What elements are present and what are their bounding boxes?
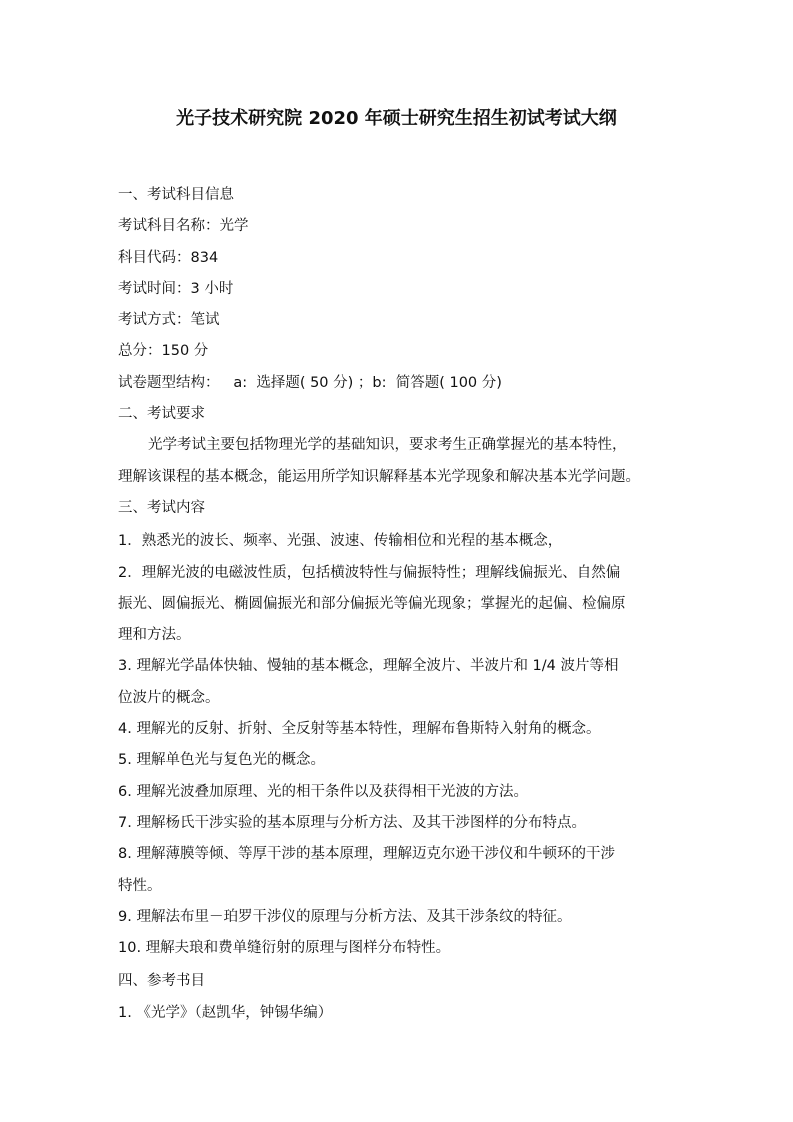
content-item <box>118 902 688 933</box>
content-item-line: 5. 理解单色光与复色光的概念。 <box>118 752 325 769</box>
content-item-line: 振光、圆偏振光、椭圆偏振光和部分偏振光等偏光现象；掌握光的起偏、检偏原 <box>118 595 626 612</box>
content-item <box>118 558 688 652</box>
content-item-line: 4. 理解光的反射、折射、全反射等基本特性，理解布鲁斯特入射角的概念。 <box>118 721 601 738</box>
section-heading: 四、参考书目 <box>118 973 205 990</box>
content-item-line: 9. 理解法布里－珀罗干涉仪的原理与分析方法、及其干涉条纹的特征。 <box>118 908 572 925</box>
section-heading: 一、考试科目信息 <box>118 187 234 203</box>
content-item-line: 7. 理解杨氏干涉实验的基本原理与分析方法、及其干涉图样的分布特点。 <box>118 814 586 831</box>
content-list <box>118 526 688 964</box>
content-item <box>118 933 688 964</box>
content-item-line: 8. 理解薄膜等倾、等厚干涉的基本原理，理解迈克尔逊干涉仪和牛顿环的干涉 <box>118 846 615 863</box>
exam-method: 考试方式：笔试 <box>118 312 220 329</box>
content-item <box>118 526 688 557</box>
paper-structure: 试卷题型结构： a: 选择题( 50 分) ；b: 简答题( 100 分) <box>118 374 502 391</box>
content-item <box>118 777 688 808</box>
content-item-line: 2．理解光波的电磁波性质，包括横波特性与偏振特性；理解线偏振光、自然偏 <box>118 564 621 581</box>
content-item <box>118 651 688 714</box>
content-item-line: 特性。 <box>118 877 162 894</box>
content-item-line: 6. 理解光波叠加原理、光的相干条件以及获得相干光波的方法。 <box>118 783 528 800</box>
total-score: 总分：150 分 <box>118 343 209 360</box>
content-item-line: 理和方法。 <box>118 627 191 644</box>
section-heading: 二、考试要求 <box>118 406 205 423</box>
subject-code: 科目代码：834 <box>118 249 219 266</box>
content-item <box>118 714 688 745</box>
subject-name: 考试科目名称：光学 <box>118 218 249 235</box>
content-item-line: 1．熟悉光的波长、频率、光强、波速、传输相位和光程的基本概念， <box>118 533 563 550</box>
content-item <box>118 745 688 776</box>
requirement-text: 理解该课程的基本概念，能运用所学知识解释基本光学现象和解决基本光学问题。 <box>118 468 640 485</box>
reference-item: 1. 《光学》（赵凯华，钟锡华编） <box>118 1004 333 1021</box>
content-item <box>118 839 688 902</box>
document-body <box>118 180 688 1029</box>
content-item-line: 10. 理解夫琅和费单缝衍射的原理与图样分布特性。 <box>118 940 451 957</box>
exam-time: 考试时间：3 小时 <box>118 280 234 297</box>
requirement-text: 光学考试主要包括物理光学的基础知识，要求考生正确掌握光的基本特性， <box>148 437 627 454</box>
page-title: 光子技术研究院 2020 年硕士研究生招生初试考试大纲 <box>176 108 617 129</box>
content-item-line: 3. 理解光学晶体快轴、慢轴的基本概念，理解全波片、半波片和 1/4 波片等相 <box>118 658 619 675</box>
section-heading: 三、考试内容 <box>118 499 205 516</box>
content-item <box>118 808 688 839</box>
content-item-line: 位波片的概念。 <box>118 689 220 706</box>
